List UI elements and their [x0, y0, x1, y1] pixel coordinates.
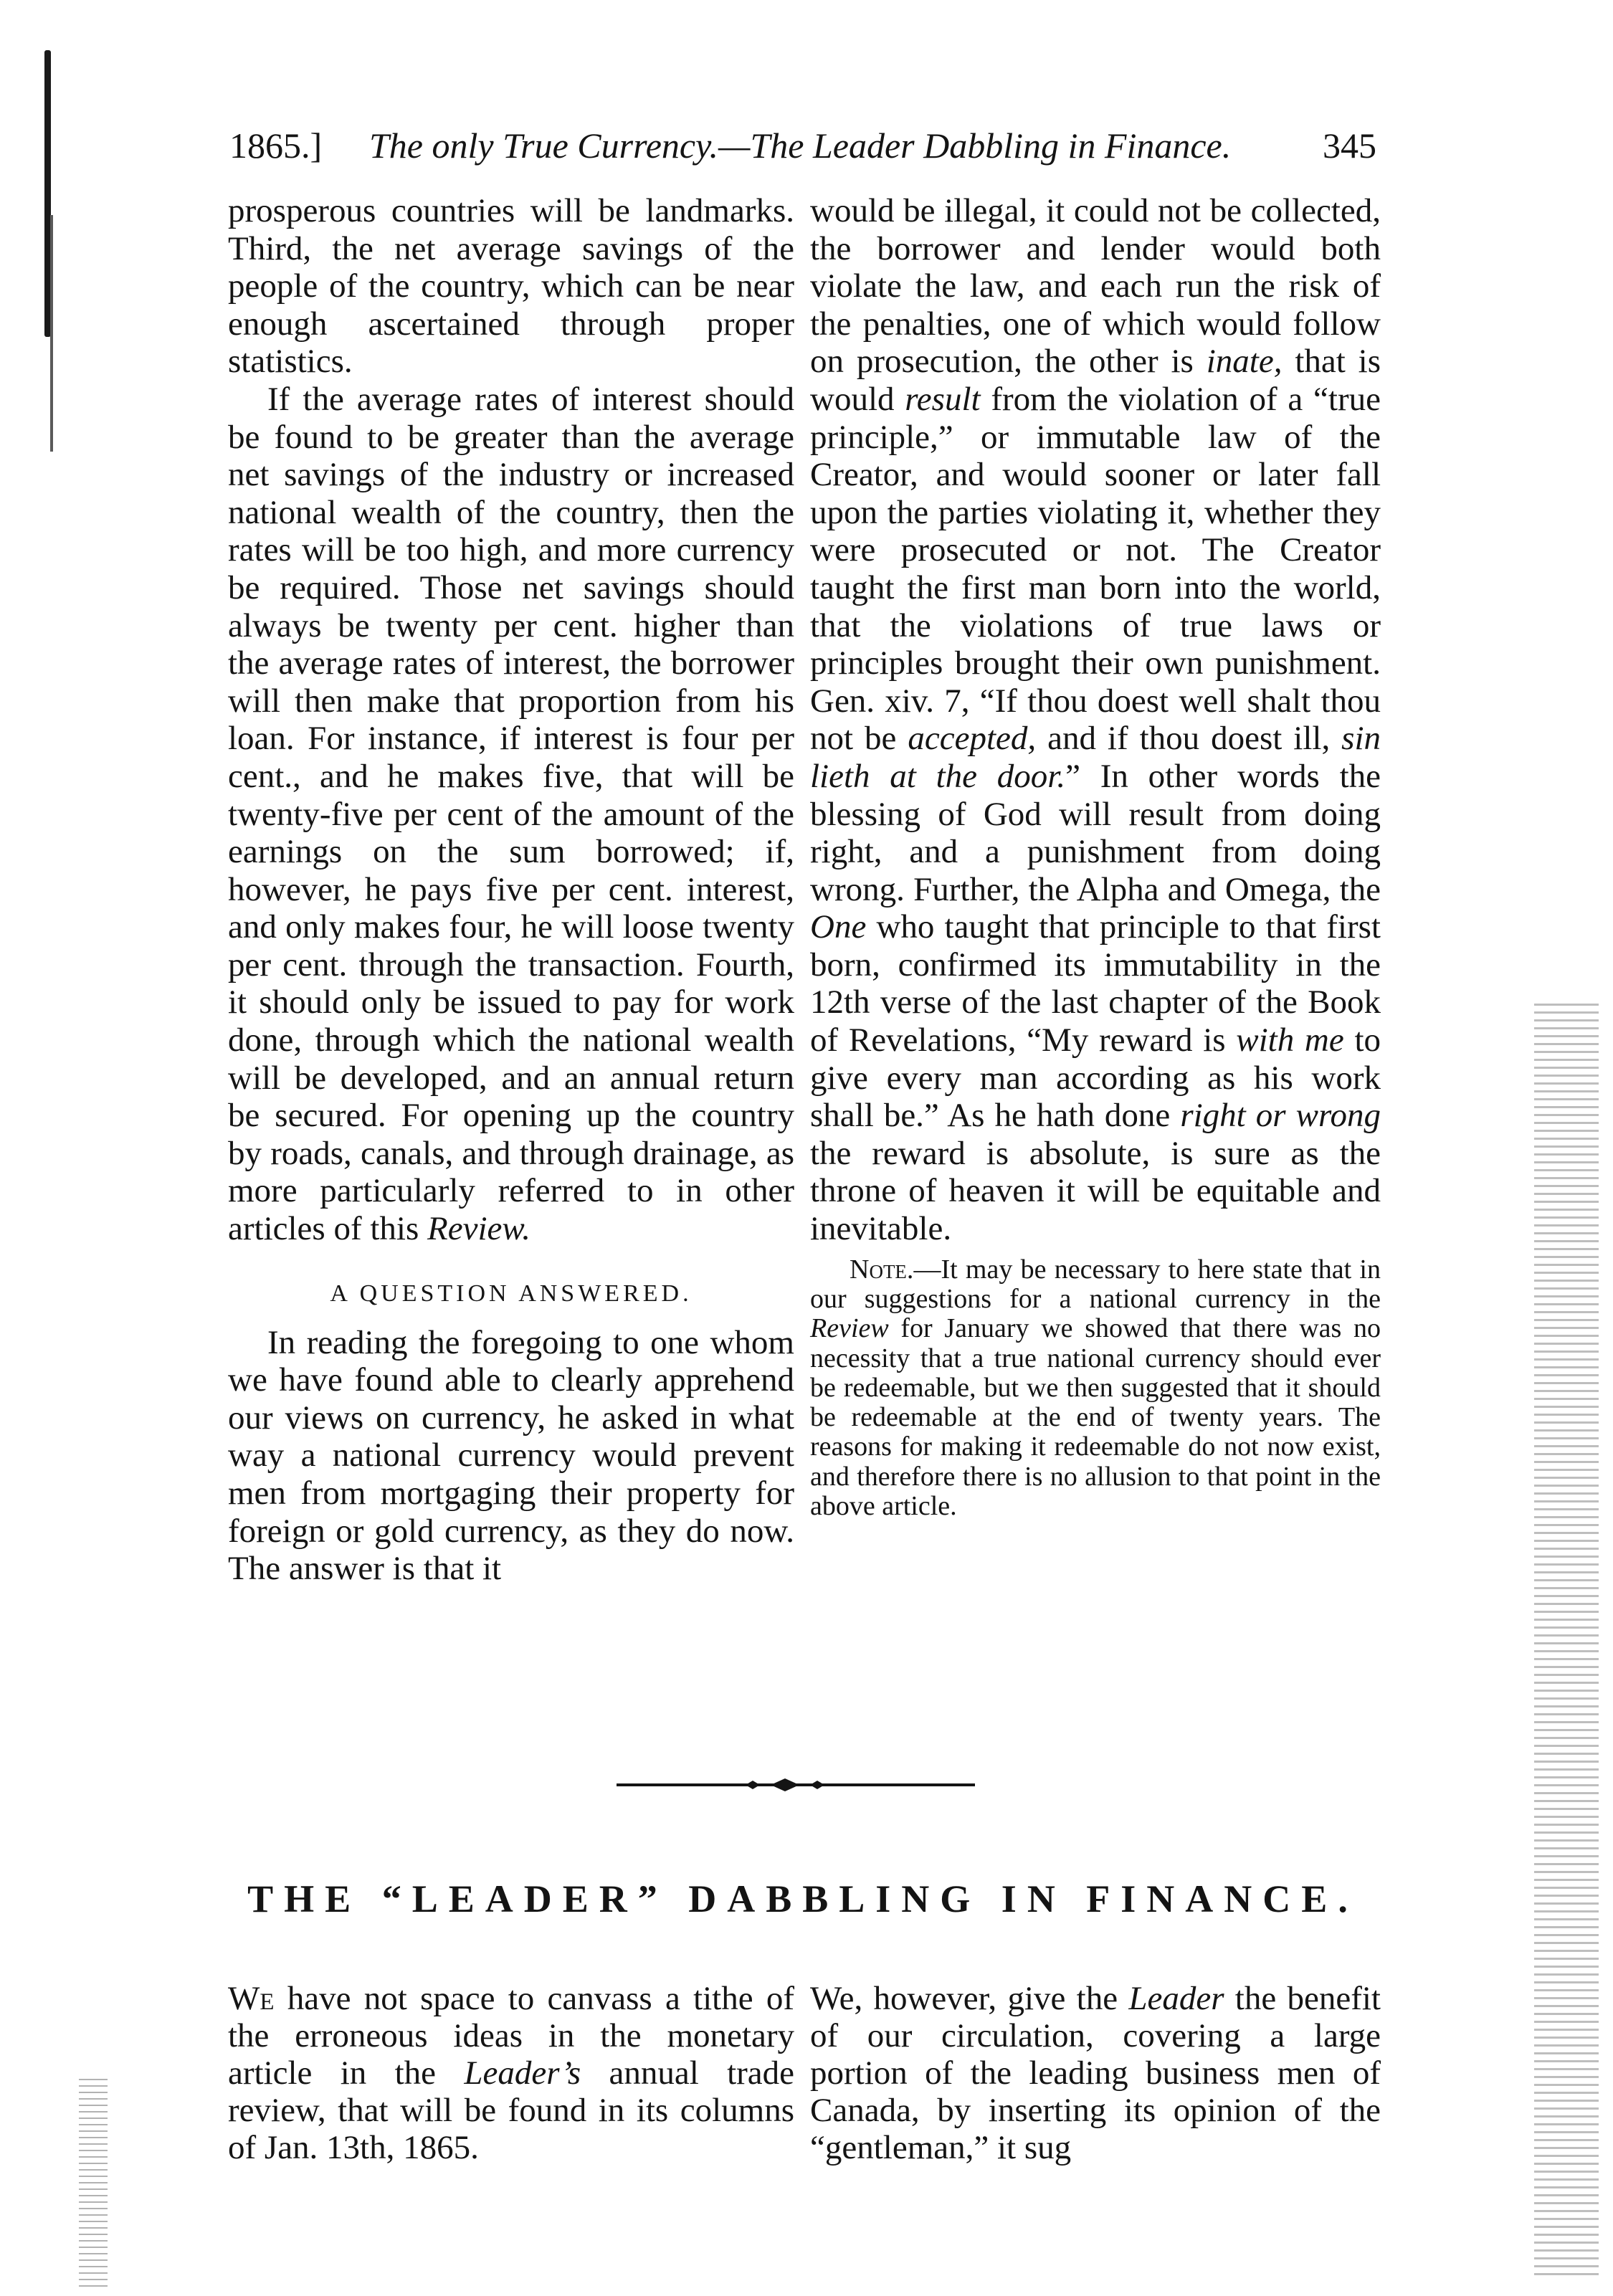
- running-title: The only True Currency.—The Leader Dabbling in Finance.: [369, 125, 1232, 166]
- header-date: 1865.]: [229, 125, 323, 166]
- text-run: ” In other words the blessing of God will result from doing right, and a punishment from doing wrong. Further, the Alpha and Omega, the: [810, 757, 1381, 908]
- left-edge-noise: [79, 2079, 108, 2287]
- page-number: 345: [1323, 125, 1376, 166]
- text-run: who taught that principle to that first born, confirmed its immutability in the 12th verse of the last chapter of the Book of Revelations, “My reward is: [810, 908, 1381, 1059]
- italic-run: inate,: [1206, 343, 1283, 381]
- review-italic: Review.: [427, 1210, 530, 1248]
- text-run: —It may be necessary to here state that in our suggestions for a national currency in the: [810, 1254, 1381, 1314]
- right-column: [810, 192, 1381, 1521]
- text-run: annual trade review, that will be found in its columns of Jan. 13th, 1865.: [228, 2054, 795, 2166]
- text-run: to give every man according as his work shall be.” As he hath done: [810, 1021, 1381, 1135]
- italic-run: One: [810, 908, 867, 946]
- left-paragraph-2: [228, 381, 794, 1248]
- right-edge-noise: [1534, 1004, 1599, 2280]
- right-paragraph-1: [810, 192, 1381, 1248]
- article2-left-column: [228, 1980, 794, 2166]
- opening-word: We: [228, 1980, 275, 2017]
- text-run: the reward is absolute, is sure as the throne of heaven it will be equitable and inevitable.: [810, 1134, 1381, 1248]
- note-label: Note.: [850, 1254, 914, 1285]
- section-heading: A QUESTION ANSWERED.: [330, 1280, 693, 1307]
- text-run: and if thou doest ill,: [1047, 720, 1331, 758]
- left-paragraph-2-text: If the average rates of interest should be found to be greater than the average net savings of the industry or increased national wealth of the country, then the rates will be too high, and more currency be required. Those net savings should always be twenty per cent. higher than the average rates of interest, the borrower will then make that proportion from his loan. For instance, if interest is four per cent., and he makes five, that will be twenty-five per cent of the amount of the earnings on the sum borrowed; if, however, he pays five per cent. interest, and only makes four, he will loose twenty per cent. through the transaction. Fourth, it should only be issued to pay for work done, through which the national wealth will be developed, and an annual return be secured. For opening up the country by roads, canals, and through drainage, as more particularly referred to in other articles of this: [228, 380, 794, 1248]
- binding-edge-shadow: [50, 215, 53, 452]
- left-paragraph-1: prosperous countries will be landmarks. Third, the net average savings of the people of the country, which can be near enough ascertained through proper statistics.: [228, 192, 794, 381]
- left-column: [228, 192, 794, 1588]
- text-run: have not space to canvass a tithe of the erroneous ideas in the monetary article in the: [228, 1980, 795, 2092]
- italic-run: Leader: [1128, 1980, 1224, 2017]
- italic-run: Leader’s: [464, 2054, 581, 2092]
- italic-run: accepted,: [908, 720, 1037, 758]
- text-run: the benefit of our circulation, covering a large portion of the leading business men of Canada, by inserting its opinion of the “gentleman,” it sug: [810, 1980, 1381, 2166]
- left-paragraph-3: In reading the foregoing to one whom we have found able to clearly apprehend our views on currency, he asked in what way a national currency would prevent men from mortgaging their property for foreign or gold currency, as they do now. The answer is that it: [228, 1323, 794, 1588]
- italic-run: result: [905, 380, 981, 418]
- article2-right-column: [810, 1980, 1381, 2166]
- text-run: from the violation of a “true principle,” or immutable law of the Creator, and would sooner or later fall upon the parties violating it, whether they were prosecuted or not. The Creator taught the first man born into the world, that the violations of true laws or principles brought their own punishment. Gen. xiv. 7, “If thou doest well shalt thou not be: [810, 380, 1381, 758]
- article2-left-paragraph: [228, 1980, 794, 2166]
- article-title: THE “LEADER” DABBLING IN FINANCE.: [247, 1877, 1359, 1920]
- text-run: for January we showed that there was no necessity that a true national currency should ever be redeemable, but we then suggested that it should be redeemable at the end of twenty years. The reasons for making it redeemable do not now exist, and therefore there is no allusion to that point in the above article.: [810, 1313, 1381, 1521]
- italic-run: Review: [810, 1313, 889, 1344]
- text-run: We, however, give the: [810, 1980, 1118, 2017]
- editor-note: [810, 1255, 1381, 1522]
- italic-run: sin lieth at the door.: [810, 720, 1381, 795]
- text-run: would be illegal, it could not be collected, the borrower and lender would both violate the law, and each run the risk of the penalties, one of which would follow on prosecution, the other is: [810, 192, 1381, 381]
- article2-right-paragraph: [810, 1980, 1381, 2166]
- italic-run: right or wrong: [1180, 1097, 1381, 1135]
- italic-run: with me: [1236, 1021, 1344, 1059]
- text-run: that is would: [810, 343, 1381, 418]
- running-header: [229, 120, 1376, 171]
- ornament-divider: [617, 1776, 975, 1794]
